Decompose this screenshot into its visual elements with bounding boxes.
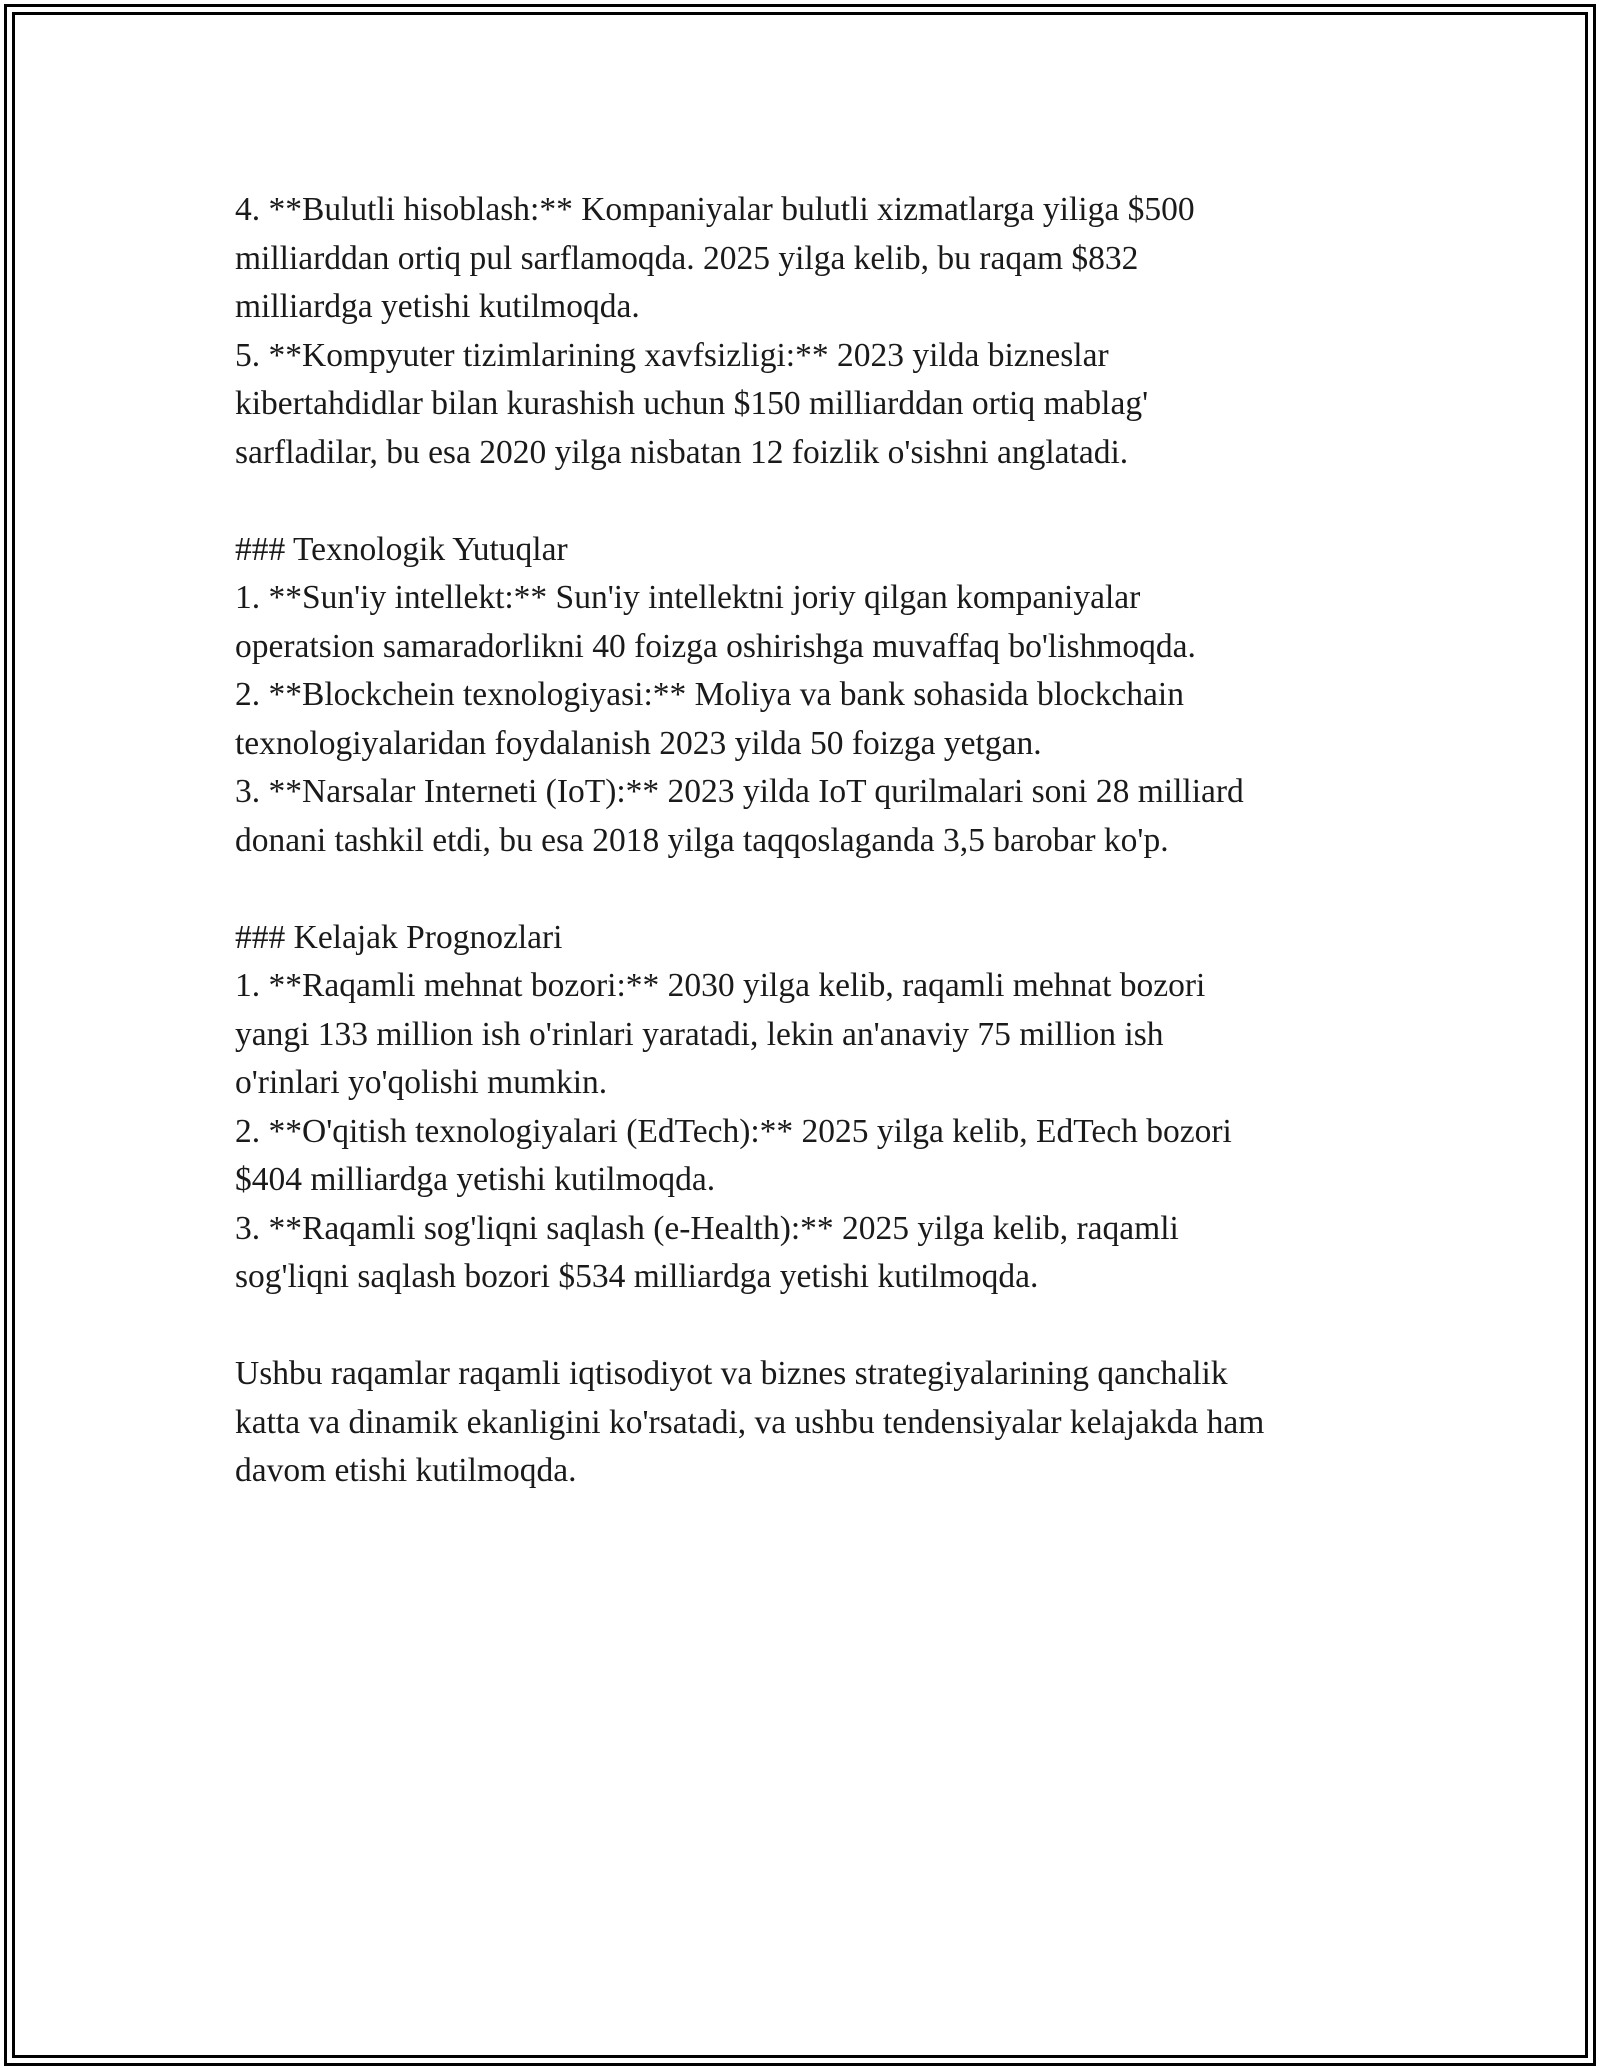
text-line: davom etishi kutilmoqda. bbox=[235, 1452, 577, 1489]
text-line: sarfladilar, bu esa 2020 yilga nisbatan 12 foizlik o'sishni anglatadi. bbox=[235, 433, 1129, 471]
section-heading: ### Texnologik Yutuqlar bbox=[235, 530, 568, 568]
text-line: 1. **Raqamli mehnat bozori:** 2030 yilga kelib, raqamli mehnat bozori bbox=[235, 967, 1206, 1004]
text-line: Ushbu raqamlar raqamli iqtisodiyot va biznes strategiyalarining qanchalik bbox=[235, 1355, 1228, 1392]
text-line: milliardga yetishi kutilmoqda. bbox=[235, 288, 640, 325]
document-body bbox=[235, 186, 1375, 1496]
text-line: 3. **Raqamli sog'liqni saqlash (e-Health):** 2025 yilga kelib, raqamli bbox=[235, 1209, 1179, 1247]
text-line: $404 milliardga yetishi kutilmoqda. bbox=[235, 1161, 716, 1198]
text-line: milliarddan ortiq pul sarflamoqda. 2025 yilga kelib, bu raqam $832 bbox=[235, 239, 1139, 277]
text-line: 5. **Kompyuter tizimlarining xavfsizligi:** 2023 yilda bizneslar bbox=[235, 336, 1109, 374]
text-line: 1. **Sun'iy intellekt:** Sun'iy intellektni joriy qilgan kompaniyalar bbox=[235, 579, 1141, 616]
text-line: 2. **O'qitish texnologiyalari (EdTech):** 2025 yilga kelib, EdTech bozori bbox=[235, 1112, 1232, 1150]
text-line: texnologiyalaridan foydalanish 2023 yilda 50 foizga yetgan. bbox=[235, 724, 1042, 762]
text-line: 3. **Narsalar Interneti (IoT):** 2023 yilda IoT qurilmalari soni 28 milliard bbox=[235, 773, 1244, 810]
text-line: sog'liqni saqlash bozori $534 milliardga yetishi kutilmoqda. bbox=[235, 1258, 1039, 1295]
text-line: o'rinlari yo'qolishi mumkin. bbox=[235, 1064, 608, 1101]
blank-line bbox=[235, 865, 1375, 914]
text-line: yangi 133 million ish o'rinlari yaratadi, lekin an'anaviy 75 million ish bbox=[235, 1015, 1164, 1053]
text-line: donani tashkil etdi, bu esa 2018 yilga taqqoslaganda 3,5 barobar ko'p. bbox=[235, 821, 1169, 859]
blank-line bbox=[235, 1302, 1375, 1351]
text-line: 2. **Blockchein texnologiyasi:** Moliya va bank sohasida blockchain bbox=[235, 676, 1184, 713]
section-heading: ### Kelajak Prognozlari bbox=[235, 918, 563, 956]
text-line: kibertahdidlar bilan kurashish uchun $150 milliarddan ortiq mablag' bbox=[235, 385, 1149, 422]
text-line: katta va dinamik ekanligini ko'rsatadi, va ushbu tendensiyalar kelajakda ham bbox=[235, 1403, 1265, 1441]
text-line: operatsion samaradorlikni 40 foizga oshirishga muvaffaq bo'lishmoqda. bbox=[235, 627, 1196, 665]
blank-line bbox=[235, 477, 1375, 526]
text-line: 4. **Bulutli hisoblash:** Kompaniyalar bulutli xizmatlarga yiliga $500 bbox=[235, 191, 1195, 228]
